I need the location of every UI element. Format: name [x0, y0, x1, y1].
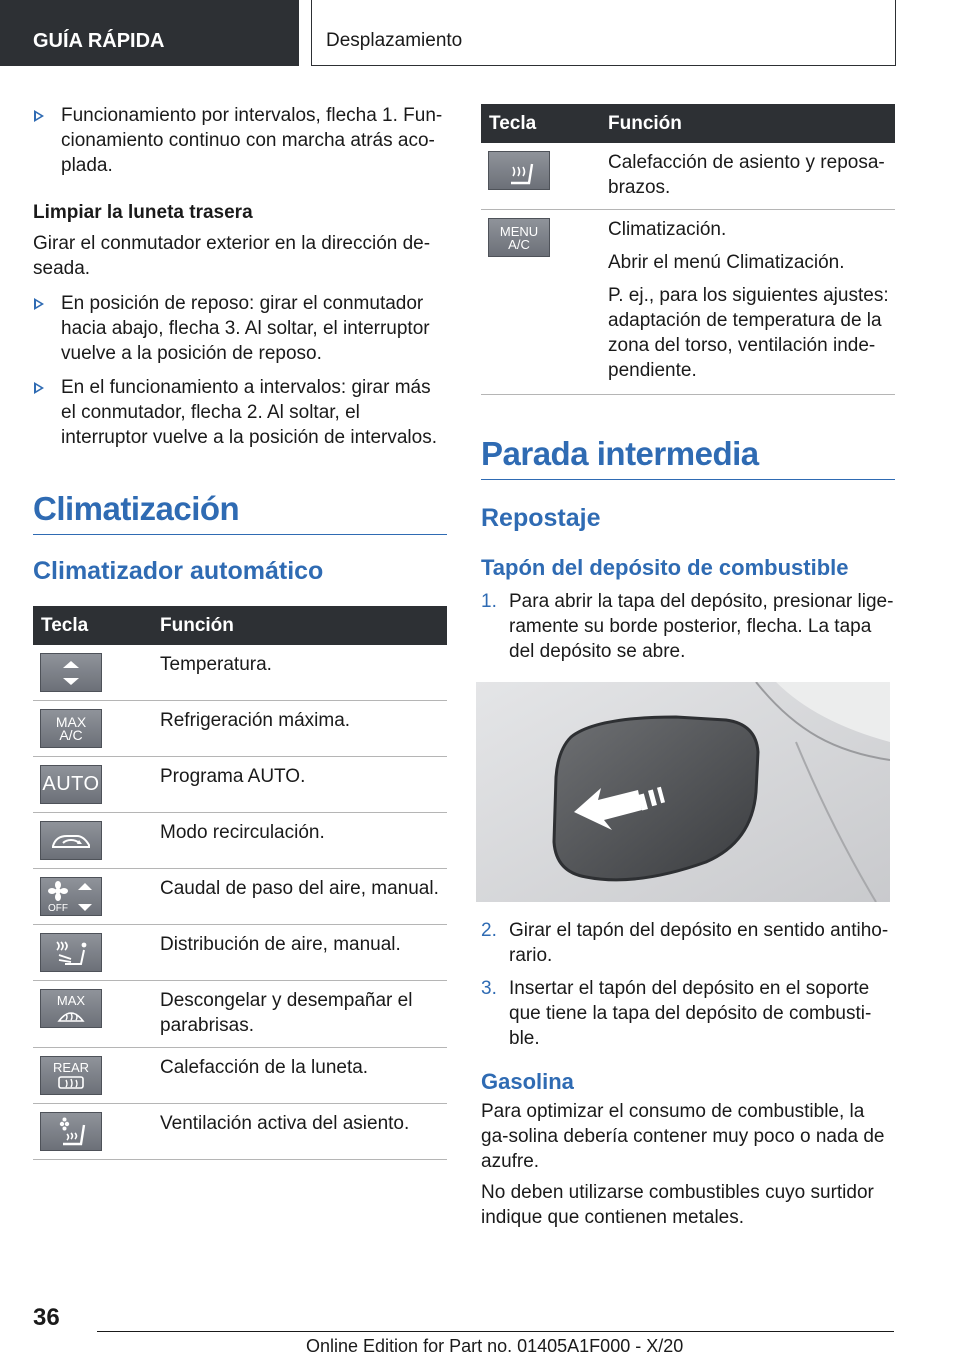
recirculation-icon: [40, 821, 102, 860]
function-text: Distribución de aire, manual.: [156, 925, 447, 981]
max-defrost-icon: MAX: [40, 989, 102, 1028]
function-text: Modo recirculación.: [156, 813, 447, 869]
right-column: [481, 104, 895, 1236]
table-row: [33, 813, 447, 869]
bullet-intervals: Funcionamiento por intervalos, flecha 1. Fun-cionamiento continuo con marcha atrás aco-plada.: [33, 103, 447, 178]
function-text: Descongelar y desempañar el parabrisas.: [156, 981, 447, 1048]
step-item: 2. Girar el tapón del depósito en sentido antiho-rario.: [481, 920, 889, 966]
function-text: Calefacción de la luneta.: [156, 1048, 447, 1104]
seat-heating-icon: [488, 151, 550, 190]
col-header-key: Tecla: [481, 104, 604, 143]
col-header-function: Función: [604, 104, 895, 143]
section-title-climate: Climatización: [33, 490, 447, 535]
function-text: Caudal de paso del aire, manual.: [156, 869, 447, 925]
temperature-arrows-icon: [40, 653, 102, 692]
auto-icon: AUTO: [40, 765, 102, 804]
table-row: [33, 757, 447, 813]
footer-edition: Online Edition for Part no. 01405A1F000 - X/20: [306, 1336, 684, 1356]
function-text: Ventilación activa del asiento.: [156, 1104, 447, 1160]
bullet-interval-position: En el funcionamiento a intervalos: girar más el conmutador, flecha 2. Al soltar, el interruptor vuelve a la posición de intervalos.: [33, 375, 447, 450]
table-header-row: [481, 104, 895, 143]
petrol-text-2: No deben utilizarse combustibles cuyo surtidor indique que contienen metales.: [481, 1182, 874, 1228]
page-number: 36: [33, 1304, 60, 1331]
bullet-triangle-icon: [34, 382, 44, 394]
climate-keys-table: [33, 606, 447, 1160]
function-text: Calefacción de asiento y reposa-brazos.: [604, 143, 895, 210]
rear-defrost-icon: REAR: [40, 1056, 102, 1095]
step-item: 1. Para abrir la tapa del depósito, presionar lige-ramente su borde posterior, flecha. La tapa del depósito se abre.: [481, 591, 894, 662]
table-row: [481, 210, 895, 395]
col-header-key: Tecla: [33, 606, 156, 645]
table-row: [33, 981, 447, 1048]
table-row: [33, 1104, 447, 1160]
col-header-function: Función: [156, 606, 447, 645]
table-row: [33, 645, 447, 701]
table-header-row: [33, 606, 447, 645]
footer-divider: [97, 1331, 894, 1332]
subsection-title-refuelling: Repostaje: [481, 504, 601, 532]
heading-fuel-cap: Tapón del depósito de combustible: [481, 555, 849, 580]
heading-petrol: Gasolina: [481, 1069, 574, 1094]
fan-off-icon: [40, 877, 102, 916]
step-item: 3. Insertar el tapón del depósito en el soporte que tiene la tapa del depósito de combusti-ble.: [481, 978, 872, 1049]
page-header: [0, 0, 960, 66]
subsection-title-auto-climate: Climatizador automático: [33, 557, 324, 585]
petrol-text-1: Para optimizar el consumo de combustible, la ga-solina debería contener muy poco o nada de azufre.: [481, 1101, 885, 1172]
function-text: Climatización. Abrir el menú Climatización. P. ej., para los siguientes ajustes: adaptación de temperatura de la zona del torso, ventilación inde-pendiente.: [604, 210, 895, 395]
header-section: GUÍA RÁPIDA: [0, 0, 299, 66]
left-column: [33, 100, 447, 1160]
menu-ac-icon: MENU A/C: [488, 218, 550, 257]
air-distribution-icon: [40, 933, 102, 972]
fuel-flap-photo: [476, 682, 890, 902]
section-title-stopover: Parada intermedia: [481, 435, 895, 480]
rear-window-heading: Limpiar la luneta trasera: [33, 202, 253, 223]
climate-keys-table-continued: [481, 104, 895, 395]
header-chapter: Desplazamiento: [311, 0, 896, 66]
bullet-triangle-icon: [34, 298, 44, 310]
table-row: [33, 925, 447, 981]
rear-window-text: Girar el conmutador exterior en la dirección de-seada.: [33, 233, 431, 279]
function-text: Refrigeración máxima.: [156, 701, 447, 757]
table-row: [33, 701, 447, 757]
table-row: [33, 869, 447, 925]
function-text: Temperatura.: [156, 645, 447, 701]
function-text: Programa AUTO.: [156, 757, 447, 813]
bullet-triangle-icon: [34, 110, 44, 122]
svg-text:OFF: OFF: [48, 902, 68, 913]
table-row: [481, 143, 895, 210]
bullet-rest-position: En posición de reposo: girar el conmutador hacia abajo, flecha 3. Al soltar, el interruptor vuelve a la posición de reposo.: [33, 291, 447, 366]
table-row: [33, 1048, 447, 1104]
max-ac-icon: MAX A/C: [40, 709, 102, 748]
seat-ventilation-icon: [40, 1112, 102, 1151]
